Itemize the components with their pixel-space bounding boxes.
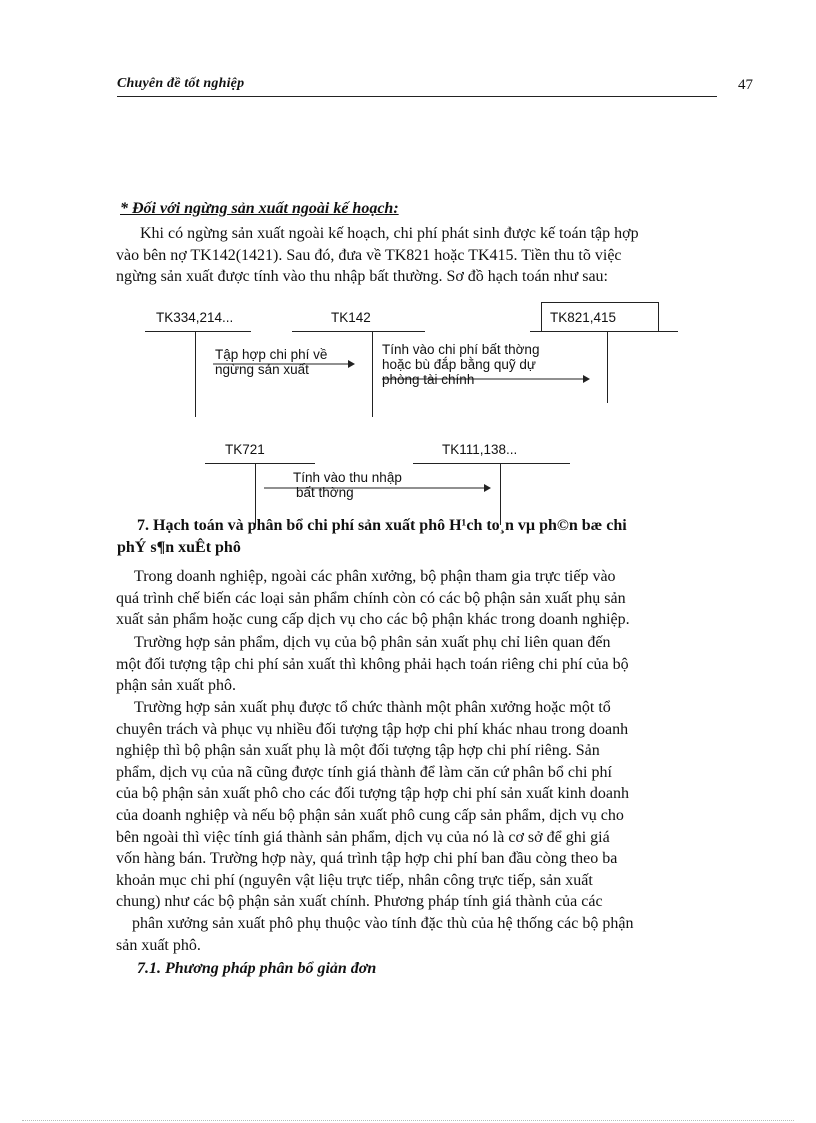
subsection-heading: 7.1. Phương pháp phân bổ giản đơn (137, 960, 377, 977)
paragraph-2: Trường hợp sản phẩm, dịch vụ của bộ phân sản xuất phụ chỉ liên quan đến một đối tượng tập chi phí sản xuất thì không phải hạch toán riêng chi phí của bộ phận sản xuất phô. (116, 634, 629, 695)
account-tk721: TK721 (225, 442, 265, 457)
arrow-1-label: Tập hợp chi phí về ngừng sản xuất (215, 347, 328, 377)
account-tk821: TK821,415 (550, 310, 617, 325)
intro-line: vào bên nợ TK142(1421). Sau đó, đưa về TK821 hoặc TK415. Tiền thu tõ việc (116, 246, 622, 264)
section-heading: * Đối với ngừng sản xuất ngoài kế hoạch: (120, 200, 399, 217)
account-tk142: TK142 (331, 310, 371, 325)
document-header-title: Chuyên đề tốt nghiệp (117, 76, 245, 91)
page-number: 47 (738, 77, 753, 93)
section-7-heading: 7. Hạch toán và phân bổ chi phí sản xuất phô H¹ch to¸n vµ ph©n bæ chi phÝ s¶n xuÊt phô (117, 517, 627, 556)
paragraph-1: Trong doanh nghiệp, ngoài các phân xưởng, bộ phận tham gia trực tiếp vào quá trình chế biến các loại sản phẩm chính còn có các bộ phận sản xuất phụ sản xuất sản phẩm hoặc cung cấp dịch vụ cho các bộ phận khác trong doanh nghiệp. (116, 568, 630, 629)
arrow-3-head (484, 484, 491, 492)
arrow-1-head (348, 360, 355, 368)
arrow-3-label: Tính vào thu nhập bất thờng (293, 470, 402, 500)
intro-line: Khi có ngừng sản xuất ngoài kế hoạch, chi phí phát sinh được kế toán tập hợp (140, 225, 639, 242)
footer-dotted-rule (22, 1120, 794, 1121)
arrow-2-head (583, 375, 590, 383)
account-tk111: TK111,138... (442, 442, 518, 457)
intro-line: ngừng sản xuất được tính vào thu nhập bất thường. Sơ đồ hạch toán như sau: (116, 268, 608, 286)
account-tk334: TK334,214... (156, 310, 234, 325)
paragraph-3: Trường hợp sản xuất phụ được tổ chức thành một phân xưởng hoặc một tổ chuyên trách và phục vụ nhiều đối tượng tập hợp chi phí khác nhau trong doanh nghiệp thì bộ phận sản xuất phụ là một đối tượng tập hợp chi phí riêng. Sản phẩm, dịch vụ của nã cũng được tính giá thành để làm căn cứ phân bổ chi phí của bộ phận sản xuất phô cho các đối tượng tập hợp chi phí sản xuất kinh doanh của doanh nghiệp và nếu bộ phận sản xuất phô cung cấp sản phẩm, dịch vụ cho bên ngoài thì việc tính giá thành sản phẩm, dịch vụ của nó là cơ sở để ghi giá vốn hàng bán. Trường hợp này, quá trình tập hợp chi phí ban đầu còng theo ba khoản mục chi phí (nguyên vật liệu trực tiếp, nhân công trực tiếp, sản xuất chung) như các bộ phận sản xuất chính. Phương pháp tính giá thành của các phân xưởng sản xuất phô phụ thuộc vào tính đặc thù của hệ thống các bộ phận sản xuất phô. (116, 699, 634, 954)
arrow-2-label: Tính vào chi phí bất thờng hoặc bù đắp bằng quỹ dự phòng tài chính (382, 342, 540, 387)
